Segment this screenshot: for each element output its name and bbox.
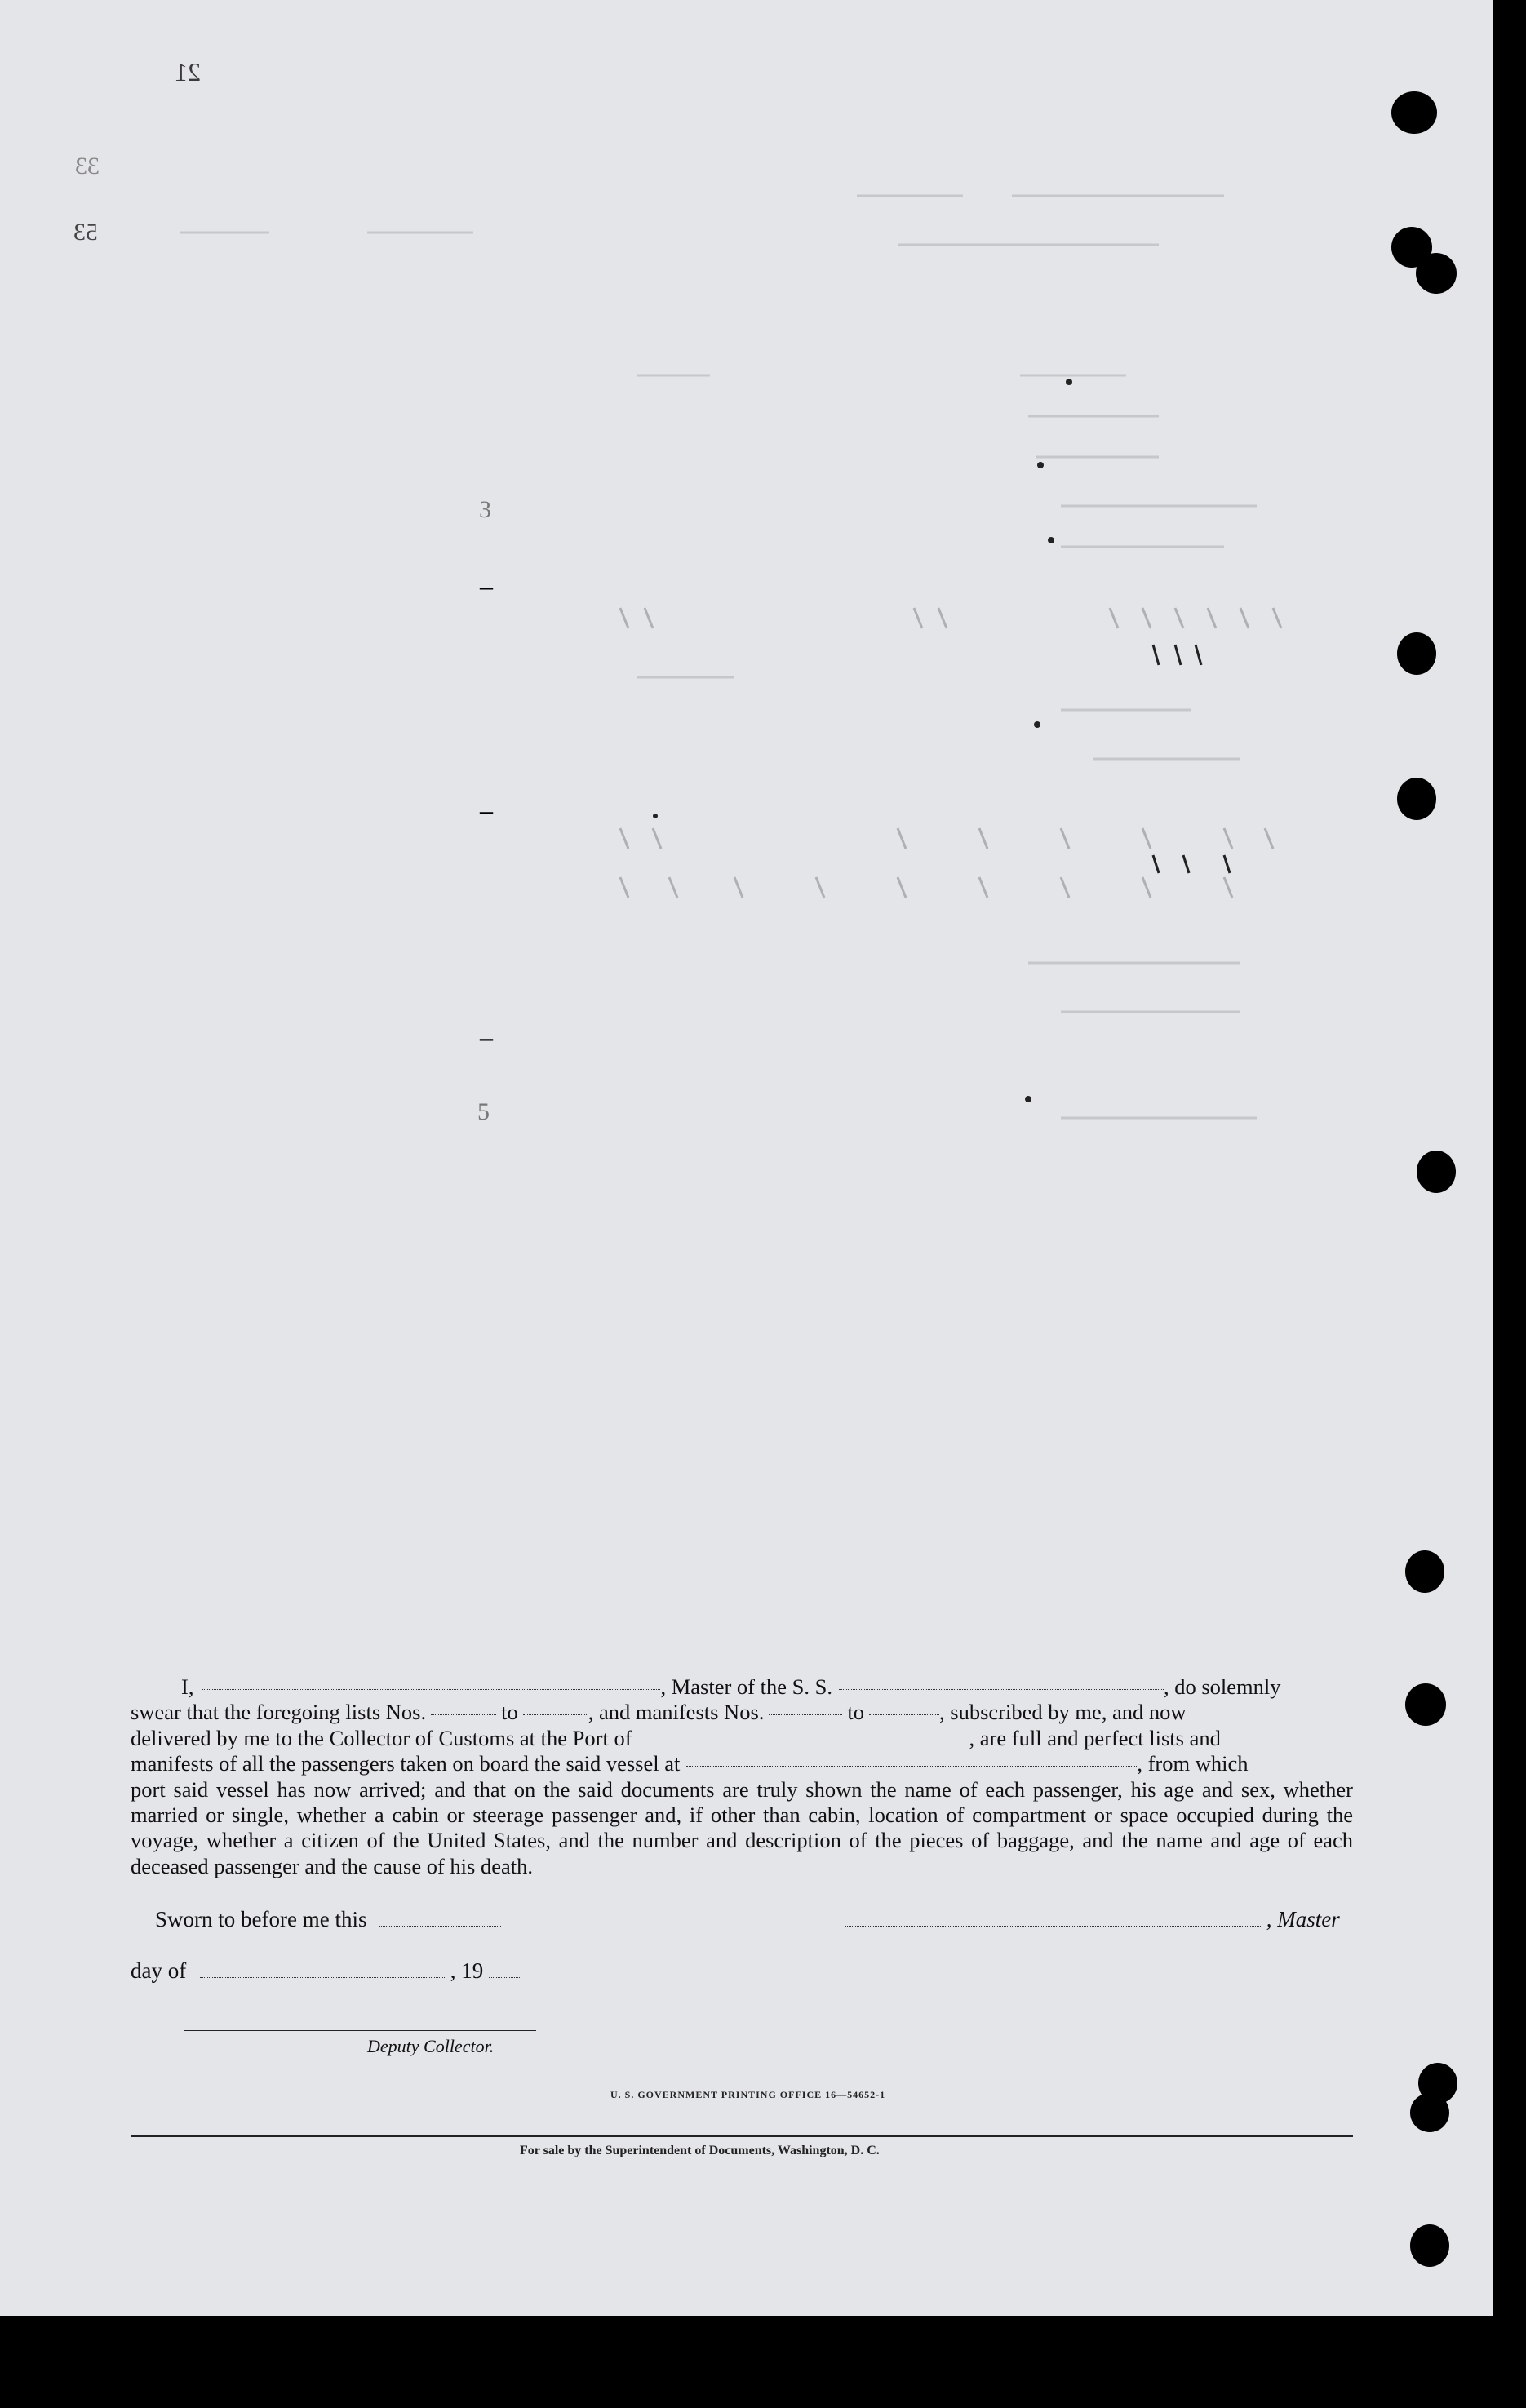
port-field[interactable] bbox=[639, 1726, 969, 1741]
year-field[interactable] bbox=[489, 1962, 521, 1978]
sworn-row bbox=[155, 1907, 501, 1932]
day-of-label: day of bbox=[131, 1958, 187, 1983]
oath-from-which: , from which bbox=[1137, 1751, 1249, 1776]
month-field[interactable] bbox=[200, 1962, 445, 1978]
manifest-to-field[interactable] bbox=[869, 1700, 939, 1715]
margin-dash-2: – bbox=[480, 796, 493, 825]
punch-hole-1 bbox=[1391, 91, 1437, 134]
oath-master-ss: , Master of the S. S. bbox=[660, 1674, 832, 1699]
page-number: 21 bbox=[175, 57, 201, 86]
oath-to-1: to bbox=[501, 1700, 518, 1725]
punch-hole-7 bbox=[1405, 1550, 1444, 1593]
printing-office-imprint: U. S. GOVERNMENT PRINTING OFFICE 16—54652-1 bbox=[610, 2089, 886, 2100]
list-from-field[interactable] bbox=[431, 1700, 496, 1715]
oath-solemnly: , do solemnly bbox=[1163, 1674, 1281, 1699]
punch-hole-11 bbox=[1410, 2224, 1449, 2267]
year-label: , 19 bbox=[450, 1958, 484, 1983]
oath-to-2: to bbox=[847, 1700, 865, 1725]
oath-swear: swear that the foregoing lists Nos. bbox=[131, 1700, 427, 1725]
oath-full-lists: , are full and perfect lists and bbox=[969, 1725, 1221, 1750]
sworn-day-field[interactable] bbox=[379, 1911, 501, 1927]
oath-delivered: delivered by me to the Collector of Customs at the Port of bbox=[131, 1725, 632, 1750]
oath-manifests: , and manifests Nos. bbox=[588, 1700, 765, 1725]
margin-dash-1: – bbox=[480, 571, 493, 601]
sale-note: For sale by the Superintendent of Documents, Washington, D. C. bbox=[520, 2144, 880, 2157]
oath-body: port said vessel has now arrived; and that on the said documents are truly shown the name of each passenger, his age and sex, whether married or single, whether a cabin or steerage passenger and, if other than cabin, location of compartment or space occupied during the voyage, whether a citizen of the United States, and the number and description of the pieces of baggage, and the name and age of each deceased passenger and the cause of his death. bbox=[131, 1776, 1353, 1878]
oath-paragraph bbox=[131, 1674, 1353, 1879]
oath-i: I, bbox=[181, 1674, 194, 1699]
punch-hole-6 bbox=[1417, 1151, 1456, 1193]
day-of-row bbox=[131, 1958, 521, 1984]
sworn-label: Sworn to before me this bbox=[155, 1907, 367, 1931]
punch-hole-5 bbox=[1397, 778, 1436, 820]
list-to-field[interactable] bbox=[523, 1700, 588, 1715]
footer-rule bbox=[131, 2135, 1353, 2137]
deputy-collector-label: Deputy Collector. bbox=[367, 2036, 495, 2056]
margin-mark-5: 5 bbox=[477, 1098, 490, 1125]
oath-manifests-all: manifests of all the passengers taken on board the said vessel at bbox=[131, 1751, 681, 1776]
departure-port-field[interactable] bbox=[686, 1751, 1137, 1767]
margin-dash-3: – bbox=[480, 1022, 493, 1052]
left-number-1: 33 bbox=[75, 153, 100, 180]
master-label: , Master bbox=[1266, 1907, 1340, 1931]
punch-hole-3 bbox=[1416, 253, 1457, 294]
punch-hole-10 bbox=[1410, 2093, 1449, 2132]
manifest-from-field[interactable] bbox=[769, 1700, 842, 1715]
master-signature-field[interactable] bbox=[845, 1911, 1261, 1927]
deputy-signature-line[interactable] bbox=[184, 2030, 536, 2031]
bleed-through-marks bbox=[0, 0, 1493, 1183]
master-signature-row bbox=[845, 1907, 1340, 1932]
oath-subscribed: , subscribed by me, and now bbox=[939, 1700, 1187, 1725]
punch-hole-4 bbox=[1397, 632, 1436, 675]
ship-name-field[interactable] bbox=[839, 1674, 1164, 1690]
punch-hole-8 bbox=[1405, 1683, 1446, 1726]
left-number-2: 53 bbox=[73, 219, 98, 246]
master-name-field[interactable] bbox=[202, 1674, 660, 1690]
margin-mark-3: 3 bbox=[479, 496, 491, 523]
